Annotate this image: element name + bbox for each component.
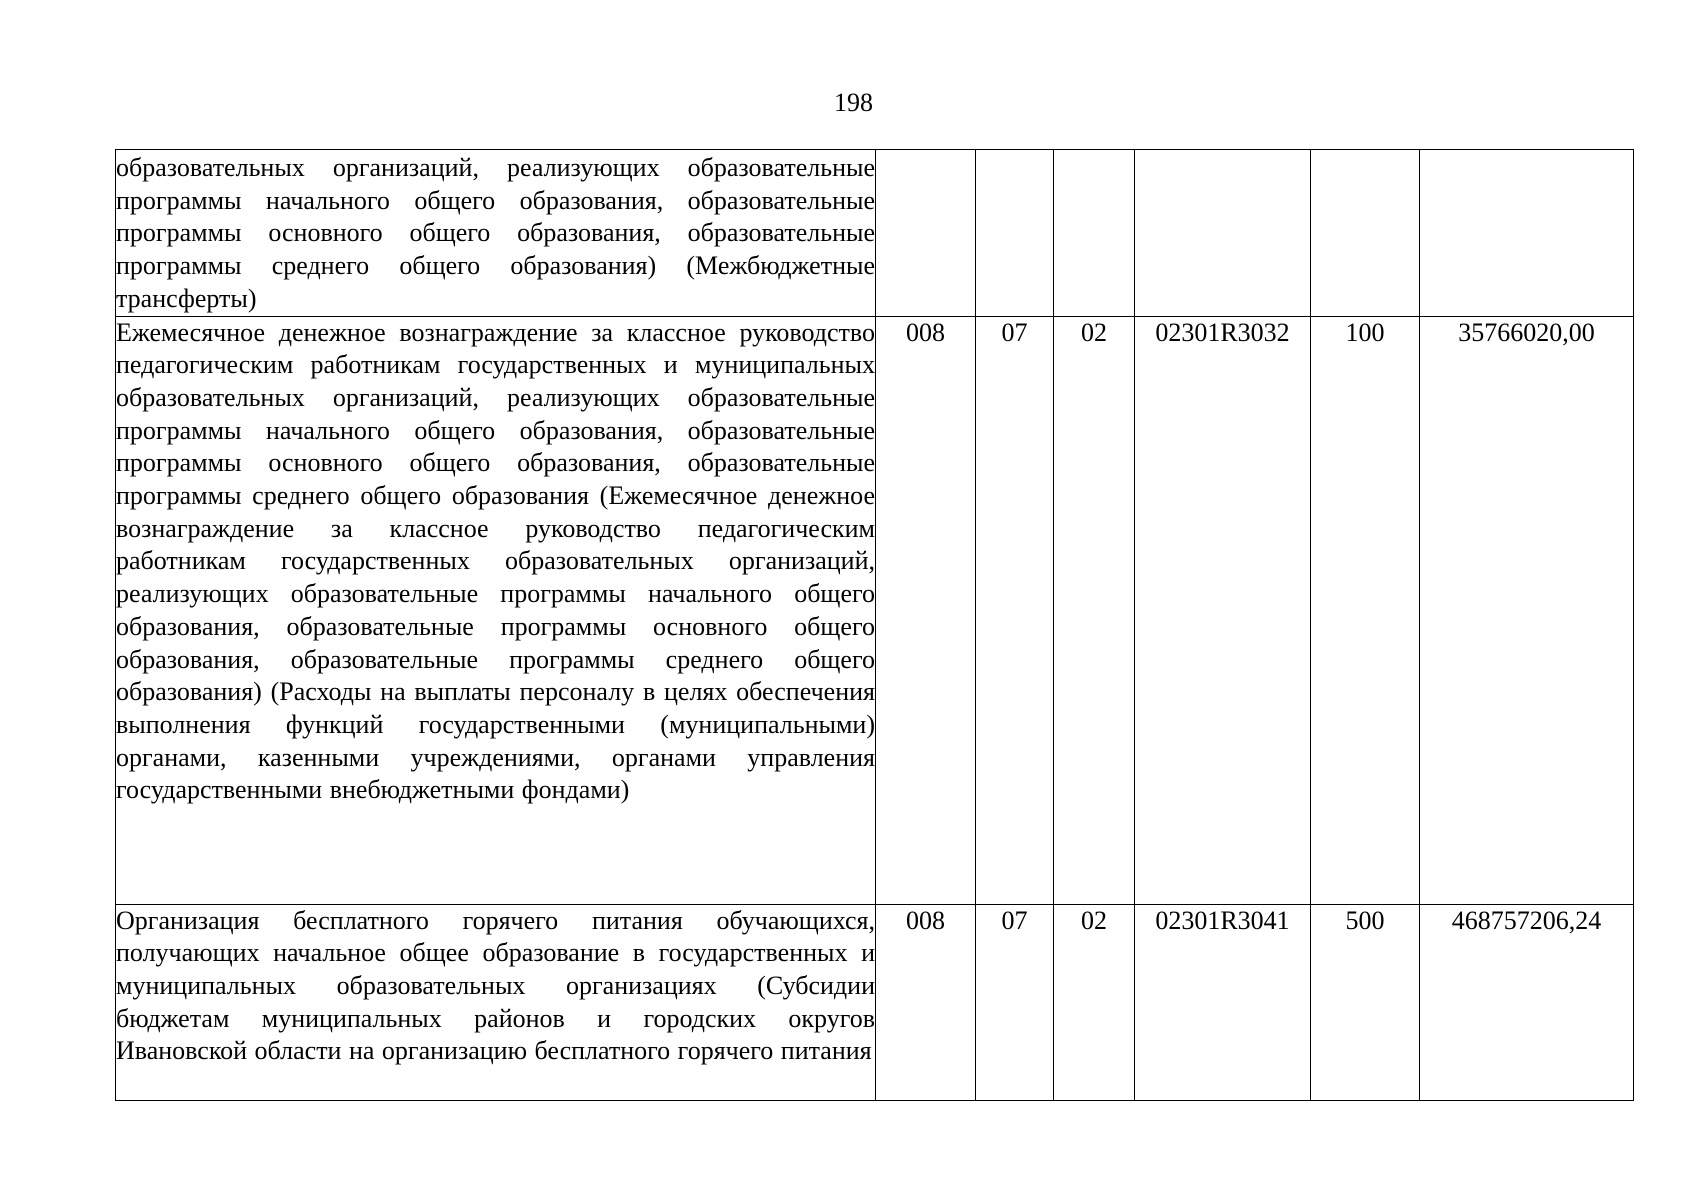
row-section-code xyxy=(976,150,1054,317)
row-target-article: 02301R3041 xyxy=(1135,904,1311,1100)
table-row xyxy=(116,904,1634,1100)
row-expense-type: 500 xyxy=(1311,904,1420,1100)
row-amount xyxy=(1420,150,1634,317)
row-description: Ежемесячное денежное вознаграждение за классное руководство педагогическим работникам государственных и муниципальных образовательных организаций, реализующих образовательные программы начального общего образования, образовательные программы основного общего образования, образовательные программы среднего общего образования (Ежемесячное денежное вознаграждение за классное руководство педагогическим работникам государственных образовательных организаций, реализующих образовательные программы начального общего образования, образовательные программы основного общего образования, образовательные программы среднего общего образования) (Расходы на выплаты персоналу в целях обеспечения выполнения функций государственными (муниципальными) органами, казенными учреждениями, органами управления государственными внебюджетными фондами) xyxy=(116,316,876,904)
row-subsection-code: 02 xyxy=(1054,904,1135,1100)
table-row xyxy=(116,316,1634,904)
row-expense-type xyxy=(1311,150,1420,317)
row-grbs-code: 008 xyxy=(876,904,976,1100)
row-amount: 35766020,00 xyxy=(1420,316,1634,904)
budget-table xyxy=(115,149,1634,1101)
row-subsection-code xyxy=(1054,150,1135,317)
row-description: образовательных организаций, реализующих образовательные программы начального общего образования, образовательные программы основного общего образования, образовательные программы среднего общего образования) (Межбюджетные трансферты) xyxy=(116,150,876,317)
row-target-article: 02301R3032 xyxy=(1135,316,1311,904)
table-row xyxy=(116,150,1634,317)
page-number: 198 xyxy=(834,88,873,117)
row-section-code: 07 xyxy=(976,316,1054,904)
row-target-article xyxy=(1135,150,1311,317)
row-description: Организация бесплатного горячего питания обучающихся, получающих начальное общее образование в государственных и муниципальных образовательных организациях (Субсидии бюджетам муниципальных районов и городских округов Ивановской области на организацию бесплатного горячего питания xyxy=(116,904,876,1100)
row-grbs-code: 008 xyxy=(876,316,976,904)
row-expense-type: 100 xyxy=(1311,316,1420,904)
row-amount: 468757206,24 xyxy=(1420,904,1634,1100)
row-subsection-code: 02 xyxy=(1054,316,1135,904)
row-section-code: 07 xyxy=(976,904,1054,1100)
row-grbs-code xyxy=(876,150,976,317)
